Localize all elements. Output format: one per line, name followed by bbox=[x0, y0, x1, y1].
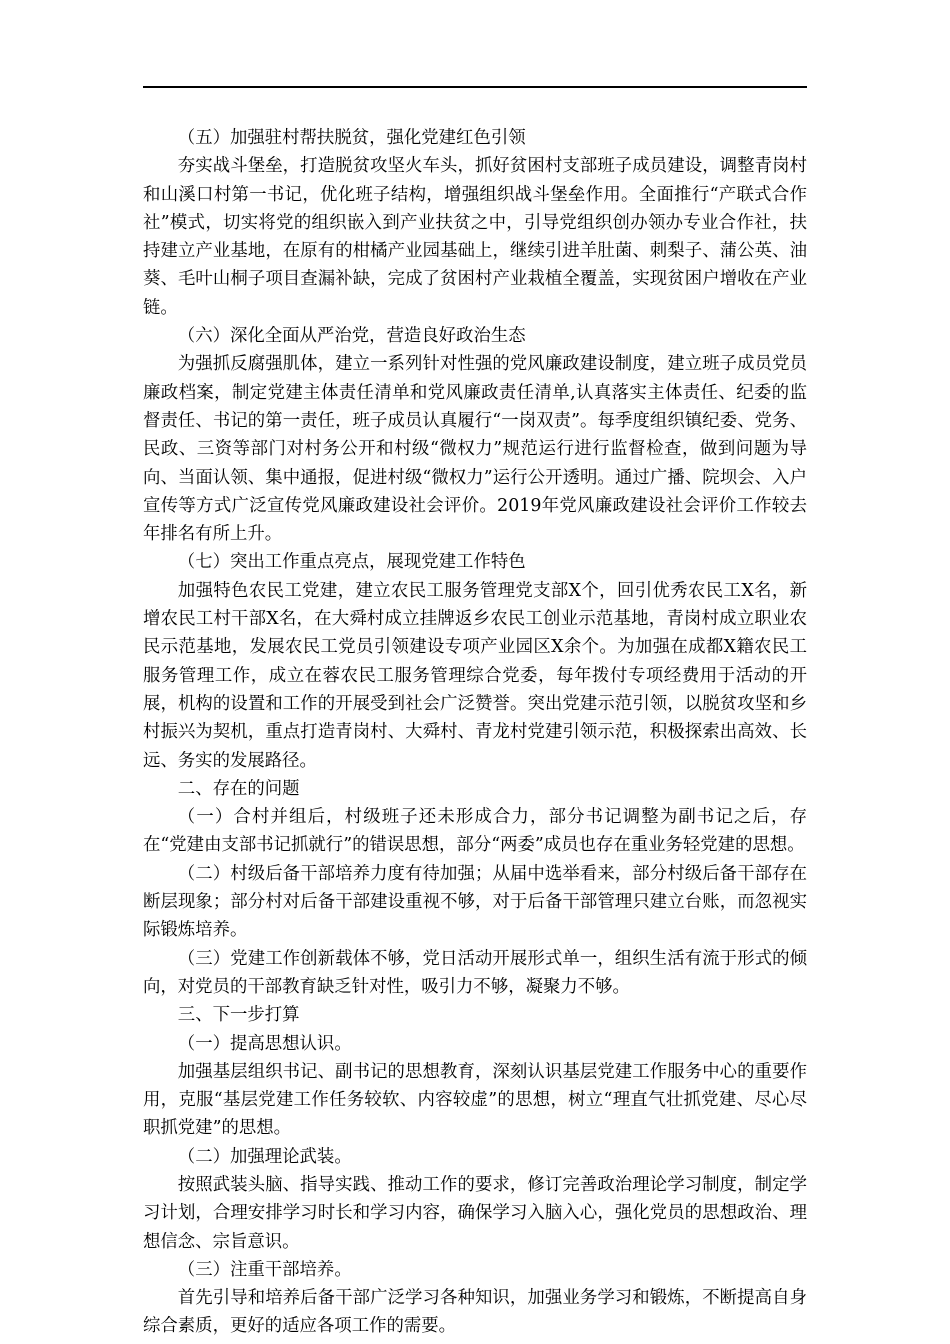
section-heading: （六）深化全面从严治党，营造良好政治生态 bbox=[177, 326, 526, 347]
body-paragraph: 加强基层组织书记、副书记的思想教育，深刻认识基层党建工作服务中心的重要作用，克服“基层党建工作任务较软、内容较虚”的思想，树立“理直气壮抓党建、尽心尽职抓党建”的思想。 bbox=[143, 1061, 807, 1139]
section-heading: （一）提高思想认识。 bbox=[177, 1033, 352, 1054]
document-body bbox=[143, 124, 807, 1341]
body-paragraph: （一）合村并组后，村级班子还未形成合力，部分书记调整为副书记之后，存在“党建由支部书记抓就行”的错误思想，部分“两委”成员也存在重业务轻党建的思想。 bbox=[143, 807, 807, 856]
body-paragraph: 按照武装头脑、指导实践、推动工作的要求，修订完善政治理论学习制度，制定学习计划，合理安排学习时长和学习内容，确保学习入脑入心，强化党员的思想政治、理想信念、宗旨意识。 bbox=[143, 1174, 807, 1252]
section-heading: （二）加强理论武装。 bbox=[177, 1146, 352, 1167]
header-rule bbox=[143, 86, 807, 88]
body-paragraph: （三）党建工作创新载体不够，党日活动开展形式单一，组织生活有流于形式的倾向，对党员的干部教育缺乏针对性，吸引力不够，凝聚力不够。 bbox=[143, 948, 807, 997]
body-paragraph: 夯实战斗堡垒，打造脱贫攻坚火车头，抓好贫困村支部班子成员建设，调整青岗村和山溪口村第一书记，优化班子结构，增强组织战斗堡垒作用。全面推行“产联式合作社”模式，切实将党的组织嵌入到产业扶贫之中，引导党组织创办领办专业合作社，扶持建立产业基地，在原有的柑橘产业园基础上，继续引进羊肚菌、刺梨子、蒲公英、油葵、毛叶山桐子项目查漏补缺，完成了贫困村产业栽植全覆盖，实现贫困户增收在产业链。 bbox=[143, 156, 807, 318]
body-paragraph: 为强抓反腐强肌体，建立一系列针对性强的党风廉政建设制度，建立班子成员党员廉政档案，制定党建主体责任清单和党风廉政责任清单,认真落实主体责任、纪委的监督责任、书记的第一责任，班子成员认真履行“一岗双责”。每季度组织镇纪委、党务、民政、三资等部门对村务公开和村级“微权力”规范运行进行监督检查，做到问题为导向、当面认领、集中通报，促进村级“微权力”运行公开透明。通过广播、院坝会、入户宣传等方式广泛宣传党风廉政建设社会评价。2019年党风廉政建设社会评价工作较去年排名有所上升。 bbox=[143, 354, 807, 545]
body-paragraph: 首先引导和培养后备干部广泛学习各种知识，加强业务学习和锻炼，不断提高自身综合素质，更好的适应各项工作的需要。 bbox=[143, 1288, 807, 1337]
body-paragraph: （二）村级后备干部培养力度有待加强；从届中选举看来，部分村级后备干部存在断层现象；部分村对后备干部建设重视不够，对于后备干部管理只建立台账，而忽视实际锻炼培养。 bbox=[143, 863, 807, 941]
chapter-heading: 三、下一步打算 bbox=[177, 1005, 300, 1026]
body-paragraph: 加强特色农民工党建，建立农民工服务管理党支部X个，回引优秀农民工X名，新增农民工村干部X名，在大舜村成立挂牌返乡农民工创业示范基地，青岗村成立职业农民示范基地，发展农民工党员引领建设专项产业园区X余个。为加强在成都X籍农民工服务管理工作，成立在蓉农民工服务管理综合党委，每年拨付专项经费用于活动的开展，机构的设置和工作的开展受到社会广泛赞誉。突出党建示范引领，以脱贫攻坚和乡村振兴为契机，重点打造青岗村、大舜村、青龙村党建引领示范，积极探索出高效、长远、务实的发展路径。 bbox=[143, 580, 807, 771]
chapter-heading: 二、存在的问题 bbox=[177, 778, 300, 799]
section-heading: （七）突出工作重点亮点，展现党建工作特色 bbox=[177, 552, 526, 573]
section-heading: （五）加强驻村帮扶脱贫，强化党建红色引领 bbox=[177, 128, 526, 148]
section-heading: （三）注重干部培养。 bbox=[177, 1259, 352, 1280]
